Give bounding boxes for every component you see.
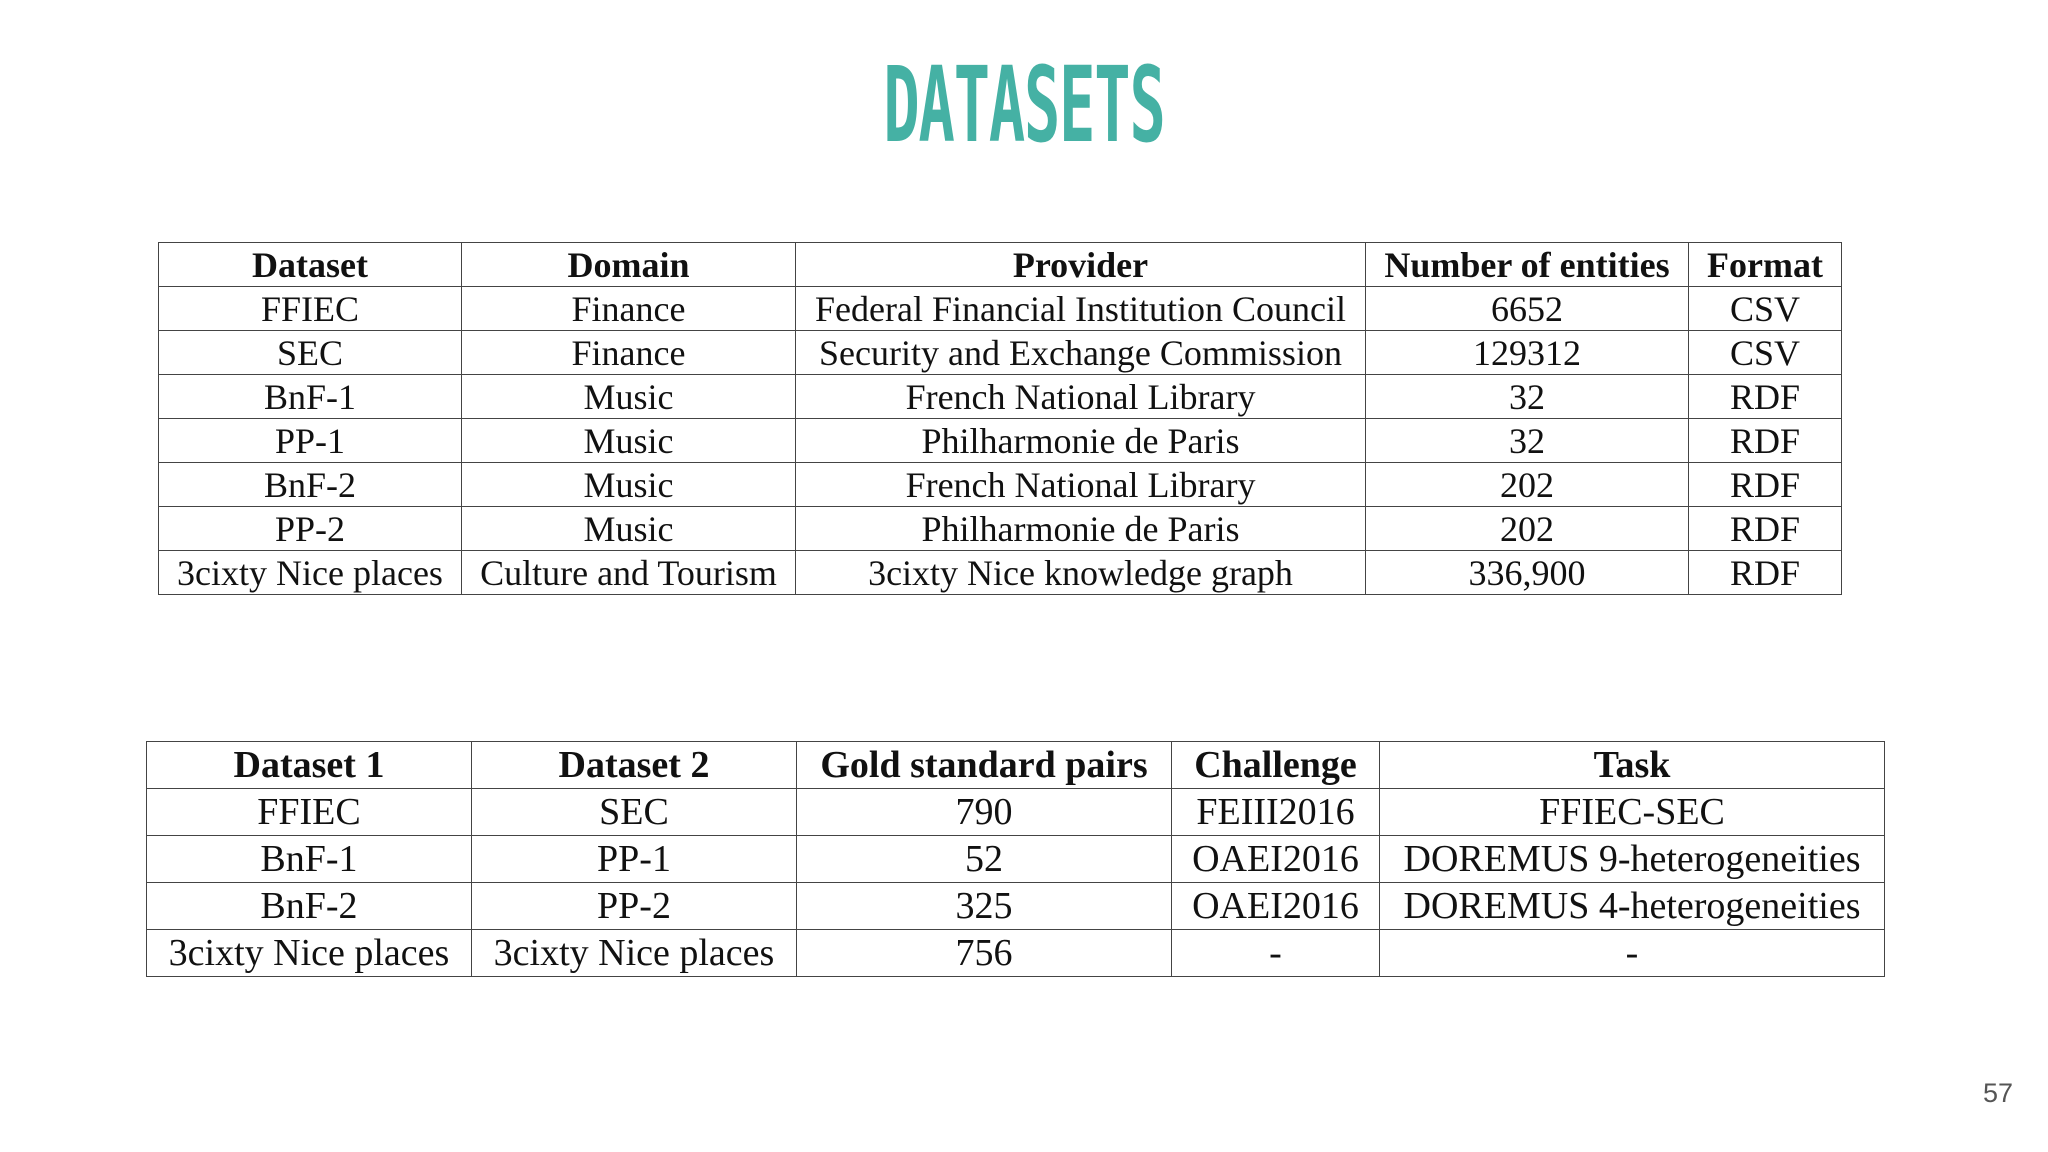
table-cell: RDF: [1689, 507, 1842, 551]
table-cell: -: [1172, 930, 1380, 977]
table-cell: OAEI2016: [1172, 883, 1380, 930]
table-cell: Culture and Tourism: [462, 551, 796, 595]
table-cell: DOREMUS 4-heterogeneities: [1380, 883, 1885, 930]
column-header: Task: [1380, 742, 1885, 789]
table-cell: 202: [1366, 463, 1689, 507]
table-cell: -: [1380, 930, 1885, 977]
table-cell: BnF-2: [159, 463, 462, 507]
table-cell: Music: [462, 375, 796, 419]
table-cell: 3cixty Nice places: [147, 930, 472, 977]
table-row: [147, 789, 1885, 836]
table-cell: FFIEC-SEC: [1380, 789, 1885, 836]
table-cell: Security and Exchange Commission: [796, 331, 1366, 375]
table-cell: 52: [797, 836, 1172, 883]
table-cell: 336,900: [1366, 551, 1689, 595]
table-cell: 790: [797, 789, 1172, 836]
table-row: [147, 836, 1885, 883]
table-cell: 3cixty Nice places: [159, 551, 462, 595]
table-cell: CSV: [1689, 331, 1842, 375]
table-cell: FFIEC: [147, 789, 472, 836]
column-header: Dataset 2: [472, 742, 797, 789]
table-row: [159, 331, 1842, 375]
column-header: Dataset 1: [147, 742, 472, 789]
table-cell: Music: [462, 507, 796, 551]
table-cell: RDF: [1689, 551, 1842, 595]
table-cell: Federal Financial Institution Council: [796, 287, 1366, 331]
table-cell: PP-2: [159, 507, 462, 551]
table-cell: Music: [462, 463, 796, 507]
table-header-row: [159, 243, 1842, 287]
table-cell: SEC: [159, 331, 462, 375]
table-cell: Finance: [462, 331, 796, 375]
table-cell: FEIII2016: [1172, 789, 1380, 836]
table-row: [159, 419, 1842, 463]
table-cell: OAEI2016: [1172, 836, 1380, 883]
column-header: Number of entities: [1366, 243, 1689, 287]
table-cell: 3cixty Nice places: [472, 930, 797, 977]
column-header: Provider: [796, 243, 1366, 287]
table-cell: French National Library: [796, 463, 1366, 507]
table-cell: CSV: [1689, 287, 1842, 331]
datasets-table: [158, 242, 1842, 595]
table-cell: 756: [797, 930, 1172, 977]
table-cell: RDF: [1689, 419, 1842, 463]
table-row: [147, 930, 1885, 977]
table-cell: 202: [1366, 507, 1689, 551]
table-cell: PP-2: [472, 883, 797, 930]
column-header: Dataset: [159, 243, 462, 287]
table-cell: French National Library: [796, 375, 1366, 419]
column-header: Challenge: [1172, 742, 1380, 789]
gold-standard-table: [146, 741, 1885, 977]
table-cell: FFIEC: [159, 287, 462, 331]
table-cell: Finance: [462, 287, 796, 331]
table-cell: SEC: [472, 789, 797, 836]
table-cell: Philharmonie de Paris: [796, 507, 1366, 551]
table-cell: 32: [1366, 375, 1689, 419]
table-row: [159, 375, 1842, 419]
table-header-row: [147, 742, 1885, 789]
slide-title: DATASETS: [883, 44, 1165, 166]
table-cell: 6652: [1366, 287, 1689, 331]
table-cell: PP-1: [472, 836, 797, 883]
table-cell: BnF-1: [159, 375, 462, 419]
table-cell: BnF-1: [147, 836, 472, 883]
table-cell: RDF: [1689, 463, 1842, 507]
table-cell: BnF-2: [147, 883, 472, 930]
table-cell: RDF: [1689, 375, 1842, 419]
table-cell: DOREMUS 9-heterogeneities: [1380, 836, 1885, 883]
table-row: [159, 287, 1842, 331]
table-cell: 129312: [1366, 331, 1689, 375]
column-header: Format: [1689, 243, 1842, 287]
table-cell: Music: [462, 419, 796, 463]
table-cell: 3cixty Nice knowledge graph: [796, 551, 1366, 595]
table-cell: PP-1: [159, 419, 462, 463]
table-cell: 325: [797, 883, 1172, 930]
table-row: [159, 463, 1842, 507]
table-row: [159, 551, 1842, 595]
page-number: 57: [1982, 1078, 2013, 1108]
table-cell: Philharmonie de Paris: [796, 419, 1366, 463]
table-row: [147, 883, 1885, 930]
table-cell: 32: [1366, 419, 1689, 463]
table-row: [159, 507, 1842, 551]
column-header: Domain: [462, 243, 796, 287]
column-header: Gold standard pairs: [797, 742, 1172, 789]
